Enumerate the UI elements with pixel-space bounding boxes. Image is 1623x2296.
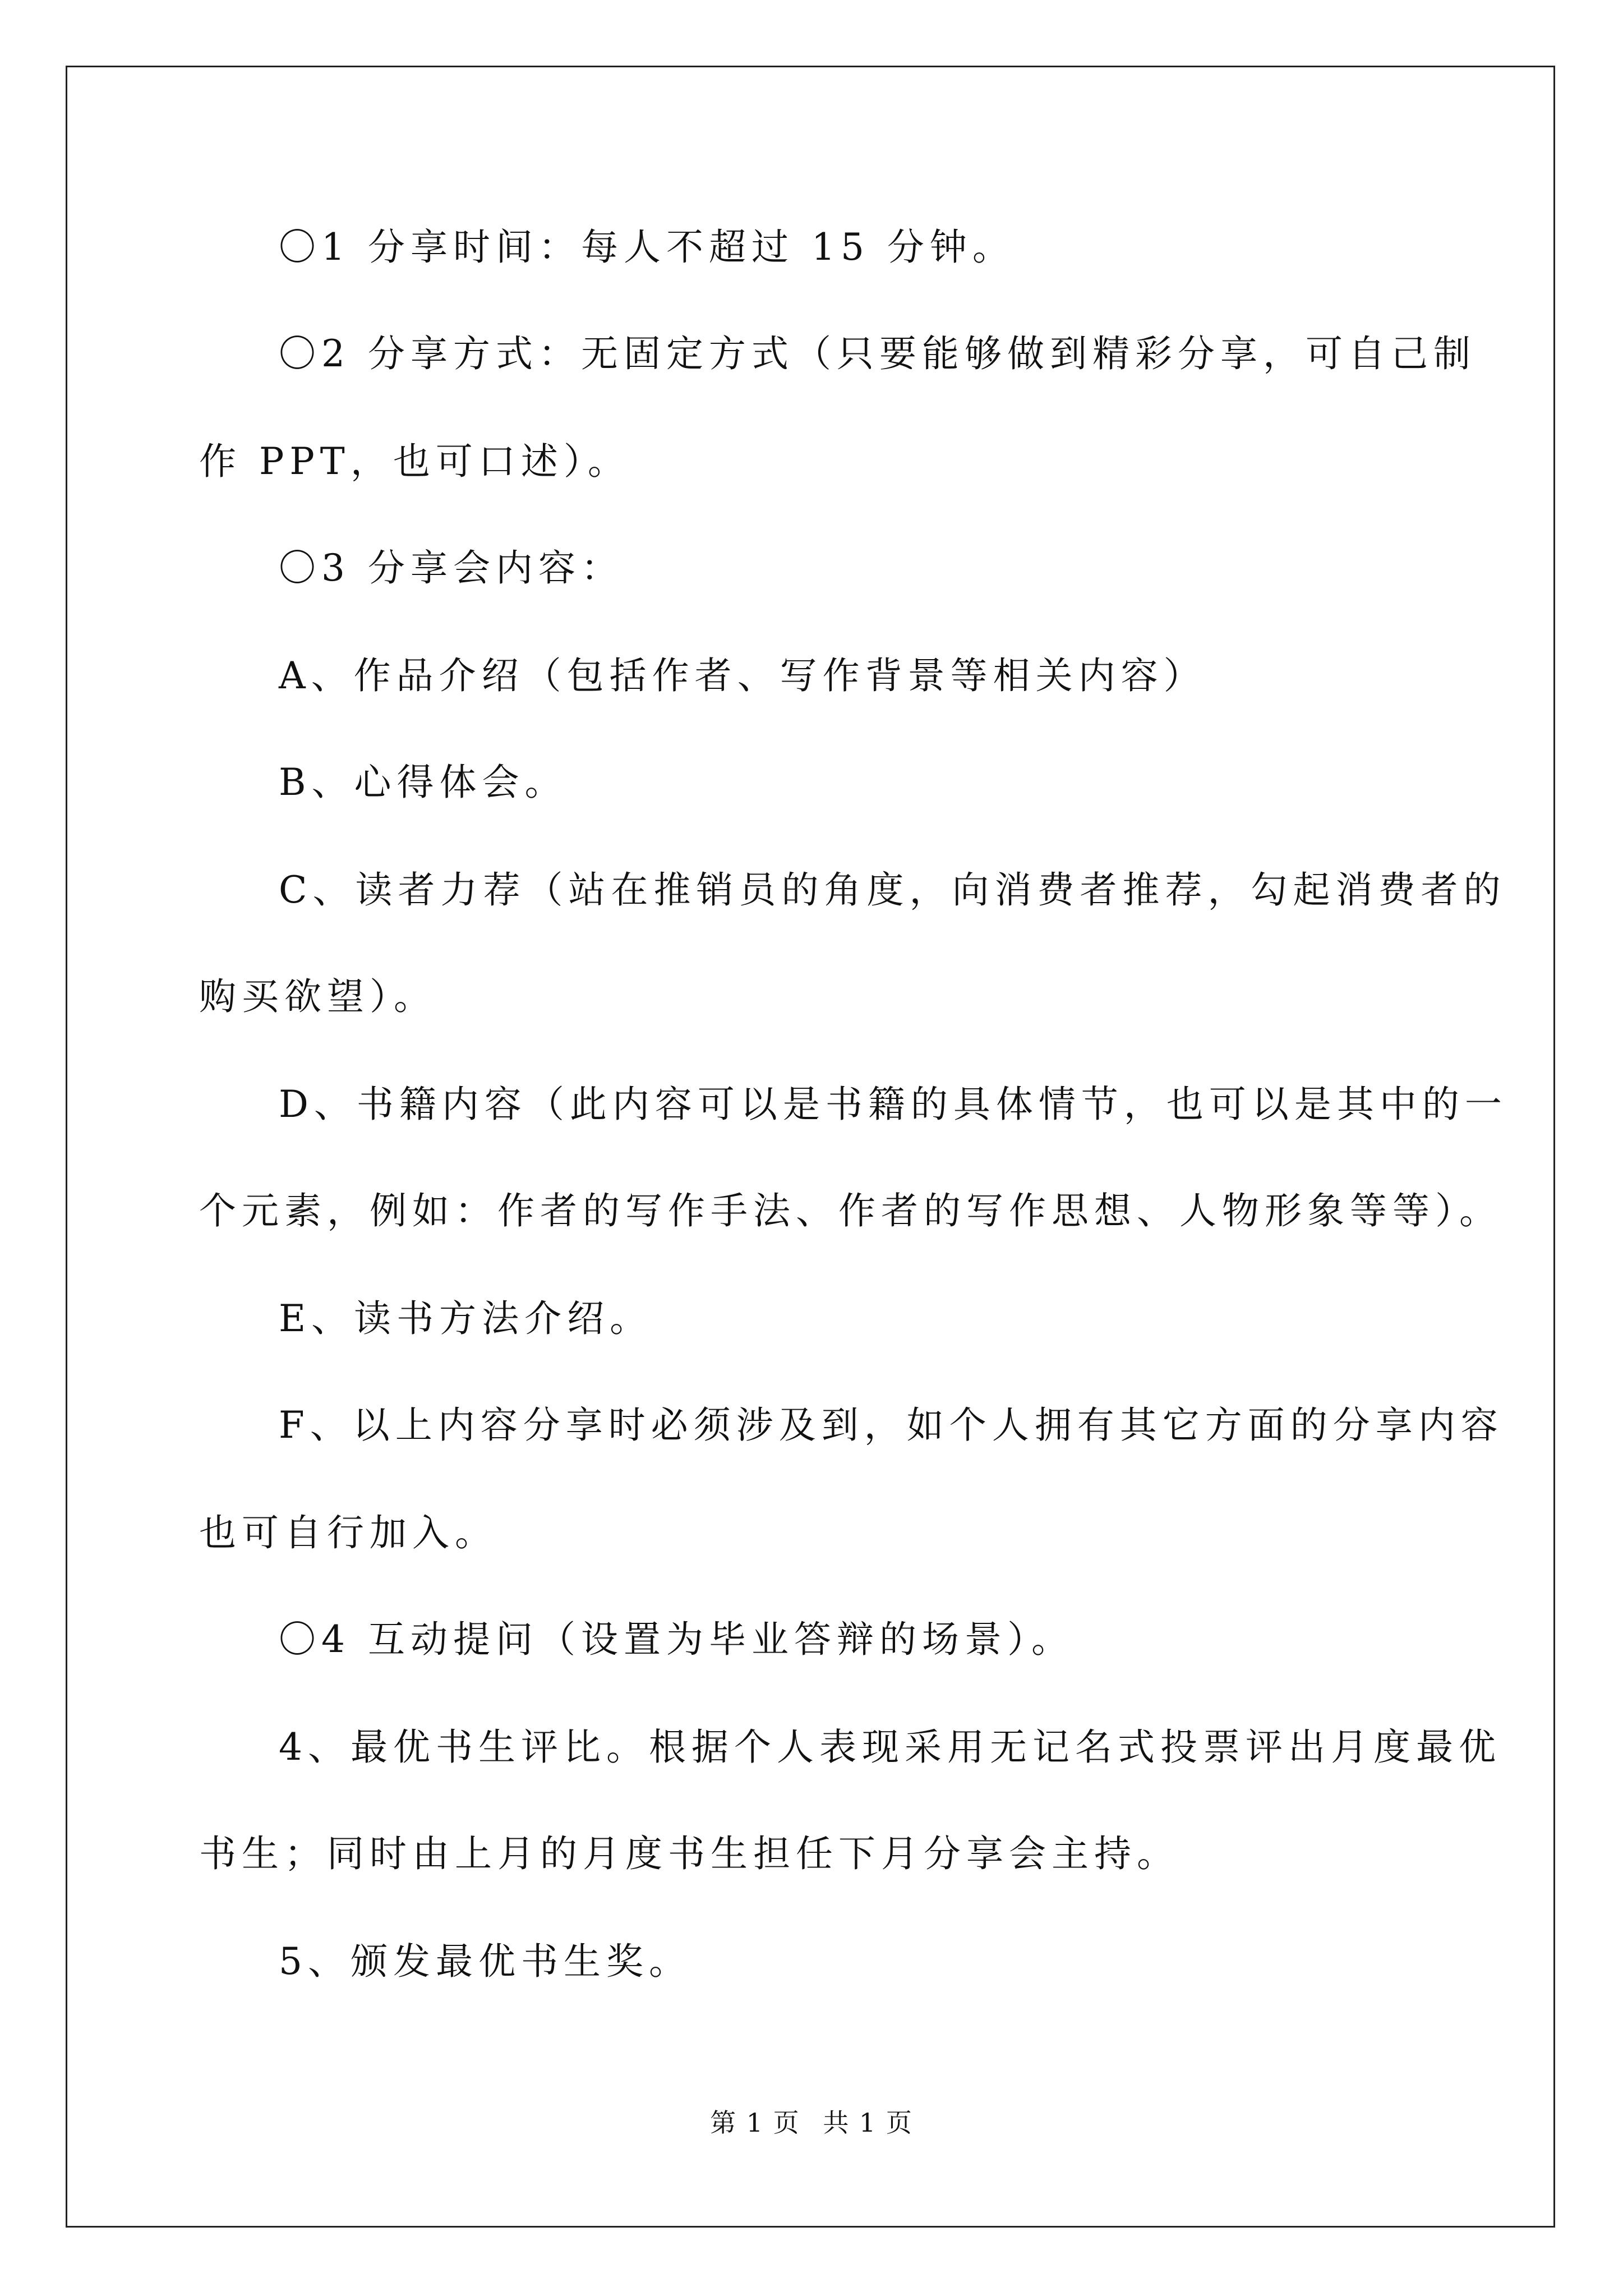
paragraph-line: 个元素，例如：作者的写作手法、作者的写作思想、人物形象等等）。 — [199, 1189, 1502, 1232]
paragraph-line: 〇2 分享方式：无固定方式（只要能够做到精彩分享，可自己制 — [279, 332, 1476, 375]
paragraph-line: 〇4 互动提问（设置为毕业答辩的场景）。 — [279, 1618, 1074, 1661]
paragraph-line: F、以上内容分享时必须涉及到，如个人拥有其它方面的分享内容 — [279, 1404, 1504, 1447]
paragraph-line: 书生；同时由上月的月度书生担任下月分享会主持。 — [199, 1832, 1179, 1875]
paragraph-line: 也可自行加入。 — [199, 1511, 497, 1554]
paragraph-line: E、读书方法介绍。 — [279, 1297, 653, 1340]
paragraph-line: 〇3 分享会内容： — [279, 546, 624, 590]
page-border — [66, 66, 1555, 2228]
paragraph-line: C、读者力荐（站在推销员的角度，向消费者推荐，勾起消费者的 — [279, 868, 1506, 912]
page-footer — [0, 2102, 1623, 2139]
paragraph-line: 4、最优书生评比。根据个人表现采用无记名式投票评出月度最优 — [279, 1726, 1501, 1769]
page-number-total: 共 1 页 — [823, 2108, 913, 2138]
page-number-current: 第 1 页 — [710, 2108, 800, 2138]
paragraph-line: 购买欲望）。 — [199, 975, 436, 1018]
paragraph-line: A、作品介绍（包括作者、写作背景等相关内容） — [279, 654, 1206, 697]
paragraph-line: 5、颁发最优书生奖。 — [279, 1940, 691, 1983]
paragraph-line: D、书籍内容（此内容可以是书籍的具体情节，也可以是其中的一 — [279, 1083, 1507, 1126]
paragraph-line: B、心得体会。 — [279, 761, 568, 804]
paragraph-line: 作 PPT，也可口述）。 — [199, 440, 630, 483]
paragraph-line: 〇1 分享时间：每人不超过 15 分钟。 — [279, 226, 1015, 269]
